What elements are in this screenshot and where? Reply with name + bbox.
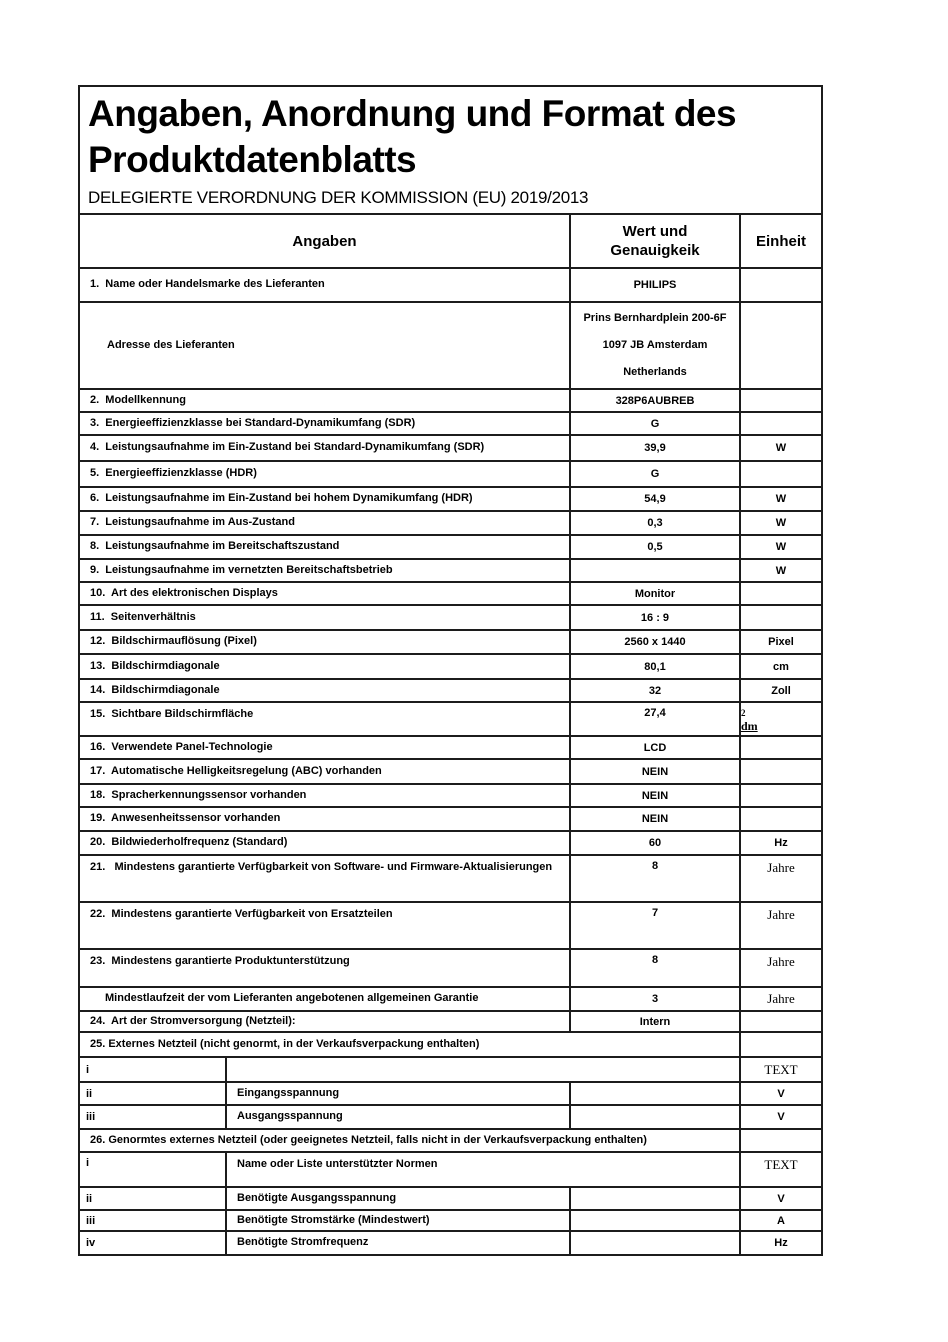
- row-label: 8. Leistungsaufnahme im Bereitschaftszustand: [90, 540, 340, 553]
- row-index: ii: [86, 1192, 93, 1205]
- row-unit: V: [739, 1106, 821, 1128]
- row-value: [569, 1106, 739, 1128]
- table-row: [80, 701, 821, 735]
- row-value: 8: [569, 950, 739, 986]
- table-row: [80, 604, 821, 629]
- document-title-line1: Angaben, Anordnung und Format des: [88, 93, 737, 134]
- row-label: 26. Genormtes externes Netzteil (oder geeignetes Netzteil, falls nicht in der Verkaufsverpackung enthalten): [90, 1133, 647, 1146]
- unit-superscript: 2: [741, 708, 746, 718]
- row-unit: [739, 737, 821, 758]
- row-value: 32: [569, 680, 739, 701]
- row-unit: Zoll: [739, 680, 821, 701]
- row-label: 9. Leistungsaufnahme im vernetzten Bereitschaftsbetrieb: [90, 563, 393, 576]
- table-row: [80, 581, 821, 604]
- row-unit: Pixel: [739, 631, 821, 653]
- row-label: 24. Art der Stromversorgung (Netzteil):: [90, 1014, 296, 1027]
- table-row: [80, 510, 821, 534]
- row-unit: [739, 1012, 821, 1031]
- row-value: 0,3: [569, 512, 739, 534]
- table-row: [80, 411, 821, 434]
- row-unit: [739, 269, 821, 301]
- table-row: [80, 758, 821, 783]
- title-block: [80, 87, 821, 215]
- row-value: 328P6AUBREB: [569, 390, 739, 411]
- row-label: 23. Mindestens garantierte Produktunterstützung: [90, 955, 350, 967]
- row-label: 6. Leistungsaufnahme im Ein-Zustand bei hohem Dynamikumfang (HDR): [90, 492, 473, 505]
- row-label: Mindestlaufzeit der vom Lieferanten angebotenen allgemeinen Garantie: [105, 992, 479, 1005]
- row-value: NEIN: [569, 785, 739, 806]
- row-desc: Benötigte Ausgangsspannung: [225, 1188, 569, 1209]
- row-label: 17. Automatische Helligkeitsregelung (ABC) vorhanden: [90, 764, 382, 777]
- row-label: 15. Sichtbare Bildschirmfläche: [90, 708, 254, 720]
- row-value: 8: [569, 856, 739, 901]
- row-value: [569, 560, 739, 581]
- table-row: [80, 901, 821, 948]
- table-row: [80, 558, 821, 581]
- table-row: [80, 678, 821, 701]
- row-unit: A: [739, 1211, 821, 1230]
- row-value: Intern: [569, 1012, 739, 1031]
- row-unit: [739, 583, 821, 604]
- row-unit: V: [739, 1083, 821, 1104]
- table-row: [80, 434, 821, 460]
- row-unit: [739, 703, 821, 735]
- row-unit: [739, 1033, 821, 1056]
- row-unit: [739, 303, 821, 388]
- row-value: [569, 1188, 739, 1209]
- table-row: [80, 948, 821, 986]
- row-value: 27,4: [569, 703, 739, 735]
- row-value: NEIN: [569, 808, 739, 830]
- row-index: i: [86, 1063, 90, 1076]
- row-unit: V: [739, 1188, 821, 1209]
- row-unit: W: [739, 488, 821, 510]
- row-unit: TEXT: [739, 1153, 821, 1186]
- row-label: 14. Bildschirmdiagonale: [90, 683, 220, 696]
- regulation-subtitle: DELEGIERTE VERORDNUNG DER KOMMISSION (EU) 2019/2013: [88, 188, 589, 207]
- row-unit: W: [739, 436, 821, 460]
- row-desc: Ausgangsspannung: [225, 1106, 569, 1128]
- row-value: [569, 1232, 739, 1254]
- row-unit: cm: [739, 655, 821, 678]
- table-row: [80, 534, 821, 558]
- row-label: 3. Energieeffizienzklasse bei Standard-Dynamikumfang (SDR): [90, 416, 416, 429]
- row-value: LCD: [569, 737, 739, 758]
- row-unit: [739, 1130, 821, 1151]
- row-label: 22. Mindestens garantierte Verfügbarkeit von Ersatzteilen: [90, 908, 393, 920]
- row-index: i: [86, 1157, 90, 1169]
- row-index: iv: [86, 1237, 96, 1249]
- row-value: PHILIPS: [569, 269, 739, 301]
- row-label: 16. Verwendete Panel-Technologie: [90, 740, 273, 753]
- row-unit: W: [739, 536, 821, 558]
- row-index: iii: [86, 1214, 96, 1227]
- table-row: [80, 1104, 821, 1128]
- unit-base: dm: [741, 719, 758, 733]
- row-value: NEIN: [569, 760, 739, 783]
- table-row: [80, 806, 821, 830]
- row-unit: [739, 785, 821, 806]
- table-row: [80, 735, 821, 758]
- table-row: [80, 1128, 821, 1151]
- row-value: [569, 303, 739, 388]
- table-row: [80, 830, 821, 854]
- row-unit: [739, 462, 821, 486]
- row-desc: [225, 1058, 739, 1081]
- address-line: Prins Bernhardplein 200-6F: [583, 312, 727, 324]
- row-value: 39,9: [569, 436, 739, 460]
- address-line: Netherlands: [623, 366, 687, 378]
- table-header: [80, 215, 821, 267]
- row-value: 54,9: [569, 488, 739, 510]
- row-index: iii: [86, 1111, 96, 1123]
- row-unit: TEXT: [739, 1058, 821, 1081]
- table-row: [80, 301, 821, 388]
- table-row: [80, 486, 821, 510]
- table-row: [80, 854, 821, 901]
- row-unit: Jahre: [739, 988, 821, 1010]
- table-row: [80, 267, 821, 301]
- row-desc: Benötigte Stromstärke (Mindestwert): [225, 1211, 569, 1230]
- row-desc: Benötigte Stromfrequenz: [225, 1232, 569, 1254]
- row-value: G: [569, 462, 739, 486]
- row-value: 60: [569, 832, 739, 854]
- row-value: 80,1: [569, 655, 739, 678]
- row-label: 20. Bildwiederholfrequenz (Standard): [90, 836, 288, 849]
- row-label: 5. Energieeffizienzklasse (HDR): [90, 467, 257, 480]
- document-title-line2: Produktdatenblatts: [88, 139, 417, 180]
- table-row: [80, 388, 821, 411]
- column-header-wert-line2: Genauigkeik: [610, 242, 700, 259]
- row-unit: Jahre: [739, 903, 821, 948]
- row-label: 4. Leistungsaufnahme im Ein-Zustand bei Standard-Dynamikumfang (SDR): [90, 441, 485, 454]
- table-row: [80, 1151, 821, 1186]
- row-value: 7: [569, 903, 739, 948]
- row-label: Adresse des Lieferanten: [107, 338, 235, 351]
- table-row: [80, 460, 821, 486]
- row-unit: [739, 606, 821, 629]
- row-label: 2. Modellkennung: [90, 393, 186, 406]
- row-unit: Jahre: [739, 856, 821, 901]
- row-value: [569, 1211, 739, 1230]
- row-unit: Hz: [739, 832, 821, 854]
- row-unit: W: [739, 560, 821, 581]
- table-row: [80, 1031, 821, 1056]
- table-row: [80, 1230, 821, 1254]
- row-value: 3: [569, 988, 739, 1010]
- row-label: 25. Externes Netzteil (nicht genormt, in der Verkaufsverpackung enthalten): [90, 1037, 480, 1050]
- column-header-einheit: Einheit: [739, 215, 821, 267]
- row-desc: Eingangsspannung: [225, 1083, 569, 1104]
- table-row: [80, 1209, 821, 1230]
- table-row: [80, 653, 821, 678]
- row-label: 21. Mindestens garantierte Verfügbarkeit von Software- und Firmware-Aktualisierungen: [90, 861, 553, 873]
- row-label: 18. Spracherkennungssensor vorhanden: [90, 788, 307, 801]
- table-row: [80, 1081, 821, 1104]
- table-row: [80, 783, 821, 806]
- row-value: [569, 1083, 739, 1104]
- row-value: 2560 x 1440: [569, 631, 739, 653]
- column-header-wert-line1: Wert und: [622, 223, 688, 240]
- row-value: G: [569, 413, 739, 434]
- row-unit: W: [739, 512, 821, 534]
- row-value: 16 : 9: [569, 606, 739, 629]
- row-label: 11. Seitenverhältnis: [90, 610, 196, 623]
- row-value: 0,5: [569, 536, 739, 558]
- row-label: 10. Art des elektronischen Displays: [90, 586, 278, 599]
- row-label: 19. Anwesenheitssensor vorhanden: [90, 812, 281, 825]
- row-index: ii: [86, 1087, 93, 1100]
- row-value: Monitor: [569, 583, 739, 604]
- row-unit: [739, 413, 821, 434]
- table-row: [80, 1186, 821, 1209]
- column-header-angaben: Angaben: [292, 232, 357, 250]
- table-row: [80, 986, 821, 1010]
- row-unit: Hz: [739, 1232, 821, 1254]
- row-desc: Name oder Liste unterstützter Normen: [225, 1153, 739, 1186]
- table-row: [80, 1010, 821, 1031]
- row-unit: [739, 760, 821, 783]
- row-label: 1. Name oder Handelsmarke des Lieferanten: [90, 278, 325, 291]
- address-line: 1097 JB Amsterdam: [602, 339, 708, 351]
- table-body: [80, 267, 821, 1254]
- row-label: 13. Bildschirmdiagonale: [90, 659, 220, 672]
- table-row: [80, 1056, 821, 1081]
- row-unit: Jahre: [739, 950, 821, 986]
- table-row: [80, 629, 821, 653]
- row-label: 12. Bildschirmauflösung (Pixel): [90, 635, 257, 648]
- column-header-wert: [569, 215, 739, 267]
- row-unit: [739, 808, 821, 830]
- product-datasheet: [78, 85, 823, 1256]
- row-unit: [739, 390, 821, 411]
- row-label: 7. Leistungsaufnahme im Aus-Zustand: [90, 516, 295, 529]
